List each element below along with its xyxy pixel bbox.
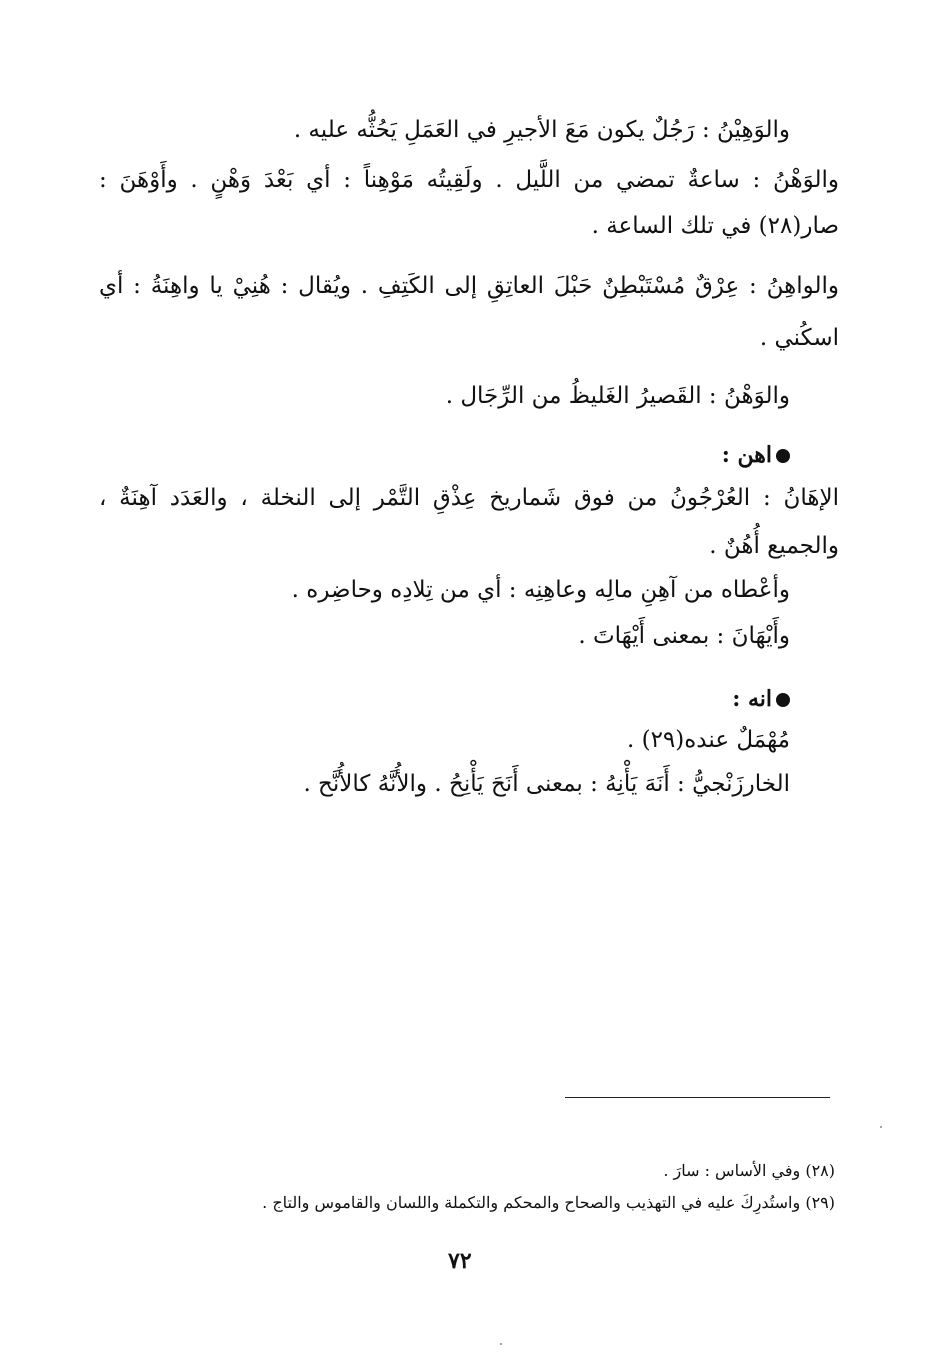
scan-speck (880, 1126, 882, 1128)
entry-wahn-hour-line2: صار(٢٨) في تلك الساعة . (591, 213, 839, 239)
entry-wahin-vein-line2: اسكُني . (759, 325, 839, 351)
entry-ayhan: وأَيْهَانَ : بمعنى أَيْهَاتَ . (578, 623, 790, 649)
footnote-28: (٢٨) وفي الأساس : سارَ . (663, 1161, 835, 1180)
bullet-icon (776, 449, 790, 463)
root-heading-anh (732, 684, 790, 714)
entry-wahin-vein-line1: والواهِنُ : عِرْقٌ مُسْتَبْطِنٌ حَبْلَ العاتِقِ إلى الكَتِفِ . ويُقال : هُنِيْ يا واهِنَةُ : أي (99, 273, 839, 299)
entry-wahn-hour-line1: والوَهْنُ : ساعةٌ تمضي من اللَّيل . ولَقِيتُه مَوْهِناً : أي بَعْدَ وَهْنٍ . وأَوْهَنَ : (99, 167, 839, 193)
entry-wahn-short: والوَهْنُ : القَصيرُ الغَليظُ من الرِّجَال . (445, 383, 790, 409)
footnote-29: (٢٩) واستُدرِكَ عليه في التهذيب والصحاح والمحكم والتكملة واللسان والقاموس والتاج . (262, 1193, 835, 1212)
footnote-separator (565, 1097, 830, 1098)
entry-kharzanji: الخارزَنْجيُّ : أَنَهَ يَأْنِهُ : بمعنى أَنَحَ يَأْنِحُ . والأُنَّهُ كالأُنَّح . (303, 771, 790, 797)
entry-ihan-line1: الإهَانُ : العُرْجُونُ من فوق شَماريخ عِذْقِ التَّمْر إلى النخلة ، والعَدَد آهِنَةٌ ، (99, 485, 839, 511)
entry-waheen: والوَهِيْنُ : رَجُلٌ يكون مَعَ الأجيرِ في العَمَلِ يَحُثُّه عليه . (293, 117, 790, 143)
scan-speck (500, 1343, 502, 1345)
entry-ihan-line2: والجميع أُهُنٌ . (709, 533, 839, 559)
root-heading-ahn (722, 440, 790, 470)
entry-ahin-malih: وأعْطاه من آهِنِ مالِه وعاهِنِه : أي من تِلادِه وحاضِره . (291, 577, 790, 603)
root-heading-ahn-label: اهن : (721, 442, 772, 468)
root-heading-anh-label: انه : (732, 686, 772, 712)
entry-muhmal: مُهْمَلٌ عنده(٢٩) . (626, 727, 790, 753)
page-number: ٧٢ (448, 1248, 472, 1274)
bullet-icon (776, 693, 790, 707)
